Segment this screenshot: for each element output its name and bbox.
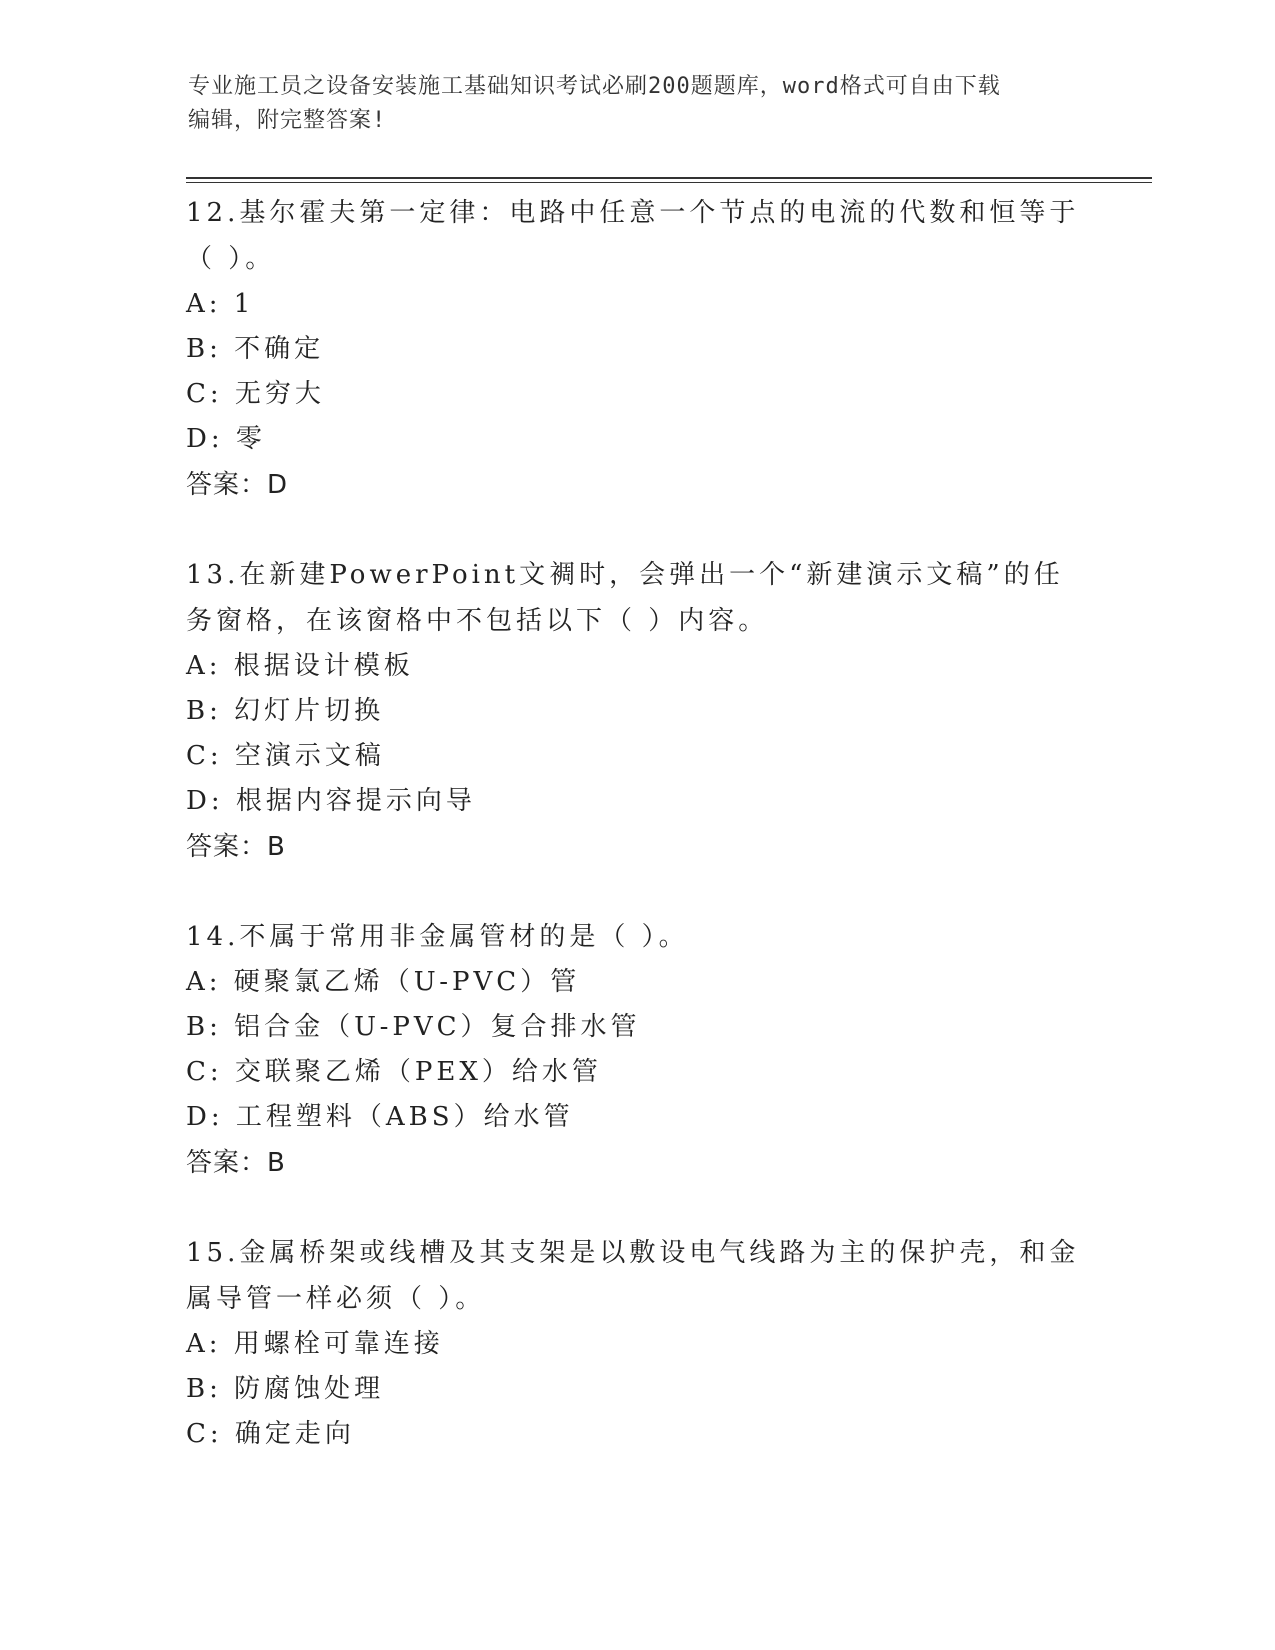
option-a: A: 用螺栓可靠连接 bbox=[186, 1329, 444, 1359]
header-divider-thin bbox=[186, 182, 1152, 183]
document-header bbox=[188, 70, 1088, 138]
question-stem: 13.在新建PowerPoint文裯时，会弹出一个“新建演示文稿”的任务窗格，在该窗格中不包括以下（ ）内容。 bbox=[186, 560, 1064, 636]
question-13 bbox=[186, 552, 1086, 870]
header-title-line-1: 专业施工员之设备安装施工基础知识考试必刷200题题库，word格式可自由下载 bbox=[188, 74, 1001, 99]
option-b: B: 幻灯片切换 bbox=[186, 696, 385, 726]
option-c: C: 确定走向 bbox=[186, 1419, 355, 1449]
option-a: A: 硬聚氯乙烯（U-PVC）管 bbox=[186, 967, 581, 997]
question-14 bbox=[186, 914, 1086, 1186]
question-stem: 12.基尔霍夫第一定律：电路中任意一个节点的电流的代数和恒等于（ ）。 bbox=[186, 198, 1080, 274]
question-stem: 15.金属桥架或线槽及其支架是以敷设电气线路为主的保护壳，和金属导管一样必须（ ）。 bbox=[186, 1238, 1080, 1314]
option-d: D: 零 bbox=[186, 424, 266, 454]
option-b: B: 不确定 bbox=[186, 334, 325, 364]
option-d: D: 工程塑料（ABS）给水管 bbox=[186, 1102, 574, 1132]
question-stem: 14.不属于常用非金属管材的是（ ）。 bbox=[186, 922, 689, 952]
option-a: A: 1 bbox=[186, 289, 255, 319]
answer-line: 答案：B bbox=[186, 1148, 286, 1178]
option-a: A: 根据设计模板 bbox=[186, 651, 414, 681]
question-12 bbox=[186, 190, 1086, 508]
option-d: D: 根据内容提示向导 bbox=[186, 786, 476, 816]
option-b: B: 防腐蚀处理 bbox=[186, 1374, 385, 1404]
header-divider-thick bbox=[186, 177, 1152, 179]
header-title-line-2: 编辑，附完整答案! bbox=[188, 108, 387, 133]
option-c: C: 交联聚乙烯（PEX）给水管 bbox=[186, 1057, 602, 1087]
option-c: C: 空演示文稿 bbox=[186, 741, 385, 771]
option-b: B: 铝合金（U-PVC）复合排水管 bbox=[186, 1012, 641, 1042]
answer-line: 答案：D bbox=[186, 470, 289, 500]
question-15 bbox=[186, 1230, 1086, 1457]
question-list bbox=[186, 190, 1086, 1501]
option-c: C: 无穷大 bbox=[186, 379, 325, 409]
answer-line: 答案：B bbox=[186, 832, 286, 862]
